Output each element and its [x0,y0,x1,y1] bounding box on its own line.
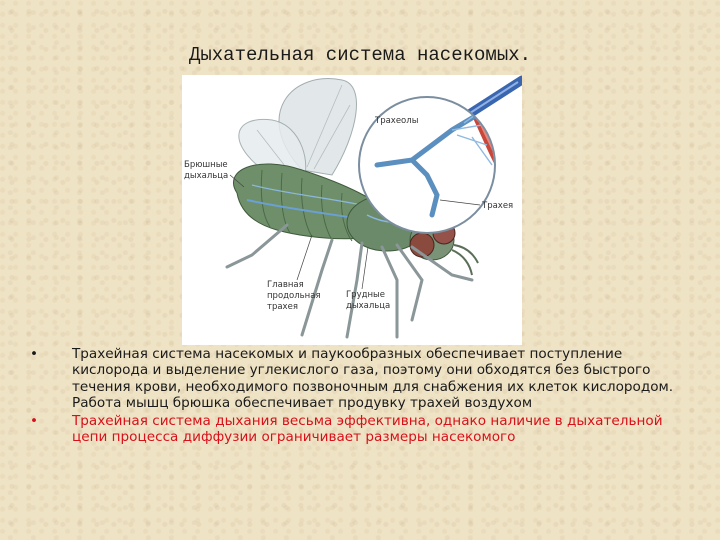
label-thoracic-spiracle-1: Грудные [346,290,385,300]
bullet-text: Трахейная система насекомых и паукообразных обеспечивает поступление кислорода и выделение углекислого газа, поэтому они обходятся без быстрого течения крови, необходимого позвоночным для снабжения их клеток кислородом. Работа мышц брюшка обеспечивает продувку трахей воздухом [72,346,674,411]
label-trachea: Трахея [482,201,514,211]
bullet-marker: • [30,346,39,362]
bullet-list [30,346,700,446]
leg-1 [302,240,332,335]
leg-6 [227,225,287,267]
bullet-item [30,346,700,411]
bullet-item [30,413,700,446]
bullet-marker: • [30,413,39,430]
label-tracheoles: Трахеолы [375,116,419,126]
label-main-trachea-3: трахея [267,302,298,312]
insect-respiratory-illustration [182,75,522,345]
slide-title: Дыхательная система насекомых. [188,44,532,66]
label-thoracic-spiracle-2: дыхальца [346,301,391,311]
label-abdominal-spiracles-1: Брюшные [184,160,228,170]
label-main-trachea-1: Главная [267,280,304,290]
bullet-text: Трахейная система дыхания весьма эффективна, однако наличие в дыхательной цепи процесса диффузии ограничивает размеры насекомого [72,413,663,446]
label-main-trachea-2: продольная [267,291,321,301]
label-abdominal-spiracles-2: дыхальца [184,171,229,181]
